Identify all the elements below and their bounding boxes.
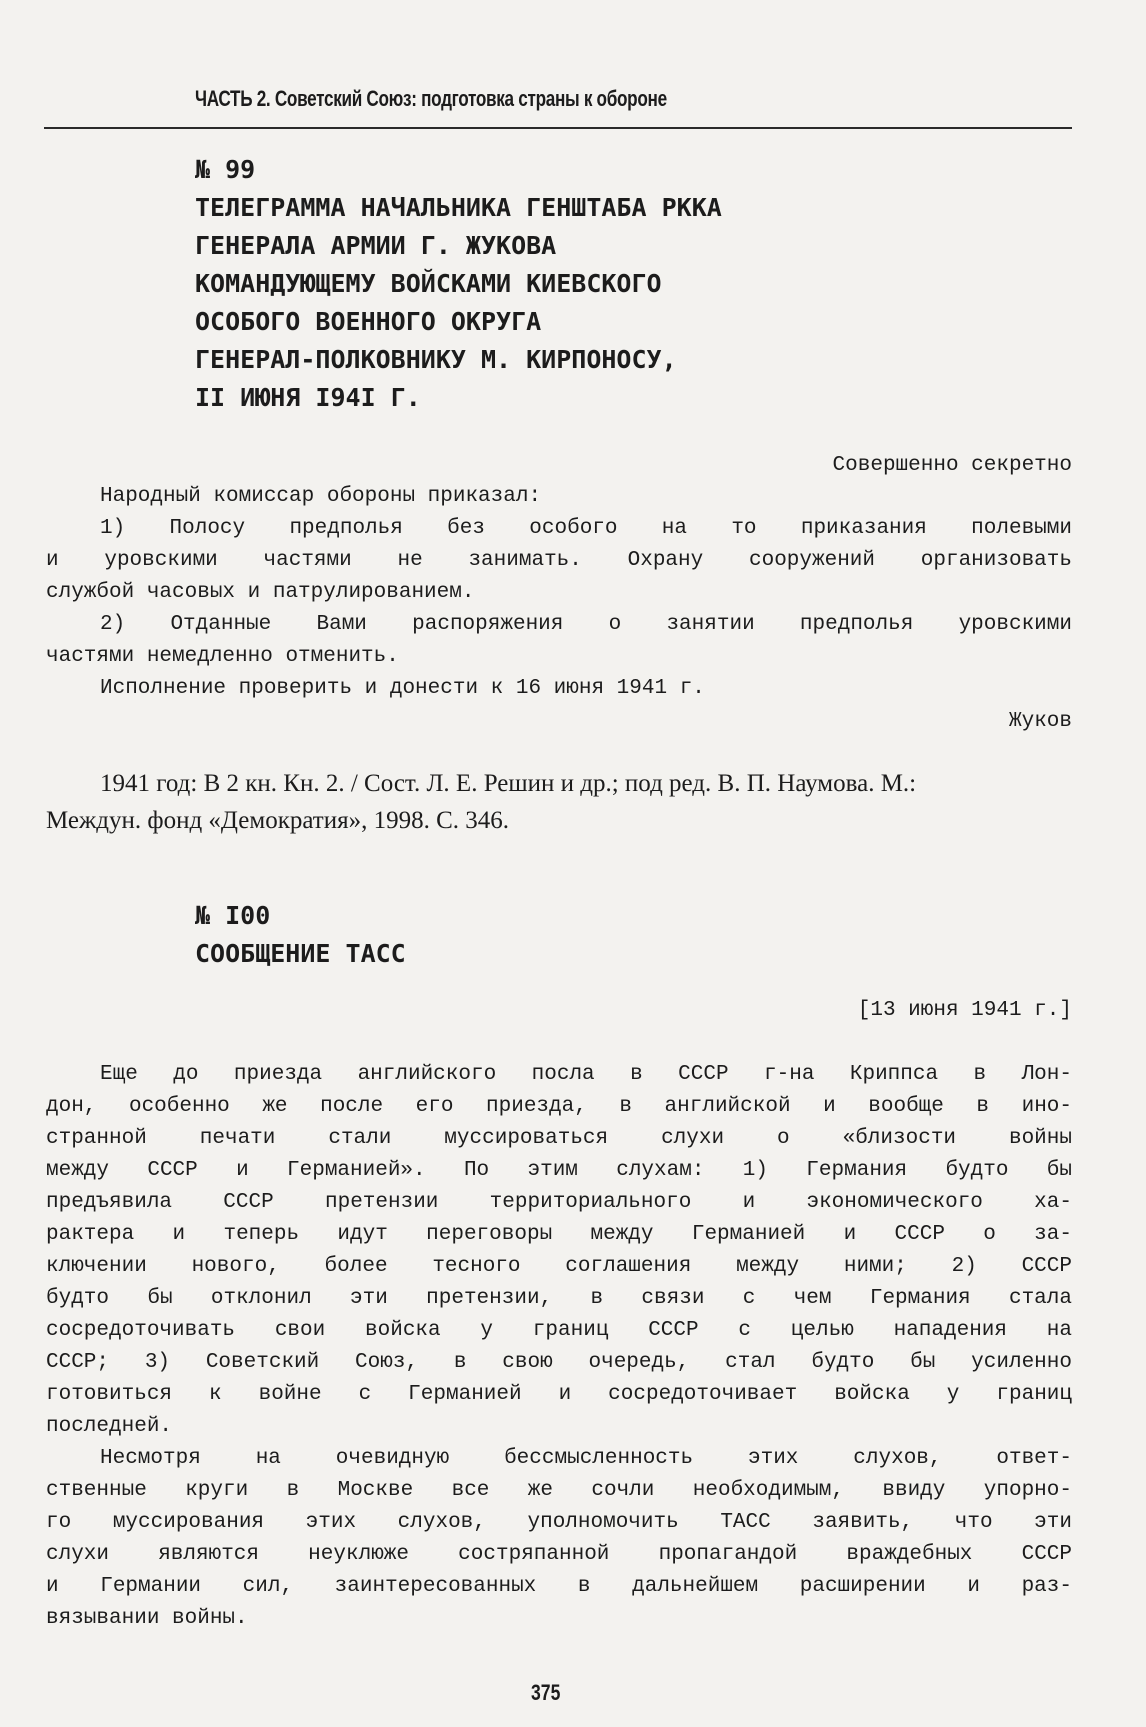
doc99-number: № 99 [195, 155, 256, 184]
doc100-para1-line: предъявила СССР претензии территориального и экономического ха- [46, 1191, 1072, 1214]
doc100-number: № I00 [195, 901, 271, 930]
doc99-title-line: ТЕЛЕГРАММА НАЧАЛЬНИКА ГЕНШТАБА РККА [195, 193, 722, 222]
doc99-title-line: ГЕНЕРАЛ-ПОЛКОВНИКУ М. КИРПОНОСУ, [195, 345, 677, 374]
doc100-para1-line: рактера и теперь идут переговоры между Германией и СССР о за- [46, 1223, 1072, 1246]
doc100-para2-line: слухи являются неуклюже состряпанной пропагандой враждебных СССР [46, 1543, 1072, 1566]
doc100-title: СООБЩЕНИЕ ТАСС [195, 939, 406, 968]
running-header: ЧАСТЬ 2. Советский Союз: подготовка страны к обороне [195, 86, 667, 111]
doc100-para2-line: го муссирования этих слухов, уполномочить ТАСС заявить, что эти [46, 1511, 1072, 1534]
doc99-source-line: Междун. фонд «Демократия», 1998. С. 346. [46, 807, 510, 834]
doc100-para1-line: Еще до приезда английского посла в СССР г-на Криппса в Лон- [100, 1063, 1072, 1086]
doc100-para2-line: вязывании войны. [46, 1607, 248, 1630]
doc100-para1-line: последней. [46, 1415, 173, 1438]
doc99-heading [195, 151, 722, 417]
doc100-para1-line: между СССР и Германией». По этим слухам: 1) Германия будто бы [46, 1159, 1072, 1182]
doc100-para1-line: сосредоточивать свои войска у границ СССР с целью нападения на [46, 1319, 1072, 1342]
page-number: 375 [531, 1680, 561, 1705]
doc100-para1-line: ключении нового, более тесного соглашения между ними; 2) СССР [46, 1255, 1072, 1278]
doc99-body-line: 2) Отданные Вами распоряжения о занятии предполья уровскими [100, 613, 1072, 636]
doc100-para1-line: дон, особенно же после его приезда, в английской и вообще в ино- [46, 1095, 1072, 1118]
doc99-body-line: и уровскими частями не занимать. Охрану сооружений организовать [46, 549, 1072, 572]
doc99-body-line: службой часовых и патрулированием. [46, 581, 475, 604]
header-rule [44, 127, 1072, 129]
doc100-para2-line: Несмотря на очевидную бессмысленность этих слухов, ответ- [100, 1447, 1072, 1470]
doc99-title-line: ОСОБОГО ВОЕННОГО ОКРУГА [195, 307, 542, 336]
doc99-title-line: II ИЮНЯ I94I Г. [195, 383, 421, 412]
doc100-para2-line: и Германии сил, заинтересованных в дальнейшем расширении и раз- [46, 1575, 1072, 1598]
doc99-title-line: ГЕНЕРАЛА АРМИИ Г. ЖУКОВА [195, 231, 557, 260]
doc99-source-line: 1941 год: В 2 кн. Кн. 2. / Сост. Л. Е. Решин и др.; под ред. В. П. Наумова. М.: [100, 770, 917, 797]
doc99-body-line: Народный комиссар обороны приказал: [100, 485, 542, 508]
doc100-para2-line: ственные круги в Москве все же сочли необходимым, ввиду упорно- [46, 1479, 1072, 1502]
doc99-signature: Жуков [1008, 710, 1072, 733]
doc100-para1-line: странной печати стали муссироваться слухи о «близости войны [46, 1127, 1072, 1150]
doc99-body-line: 1) Полосу предполья без особого на то приказания полевыми [100, 517, 1072, 540]
doc100-para1-line: готовиться к войне с Германией и сосредоточивает войска у границ [46, 1383, 1072, 1406]
doc99-title-line: КОМАНДУЮЩЕМУ ВОЙСКАМИ КИЕВСКОГО [195, 269, 662, 298]
doc99-body-line: Исполнение проверить и донести к 16 июня 1941 г. [100, 677, 705, 700]
doc100-para1-line: СССР; 3) Советский Союз, в свою очередь, стал будто бы усиленно [46, 1351, 1072, 1374]
doc100-heading [195, 897, 406, 973]
doc100-para1-line: будто бы отклонил эти претензии, в связи с чем Германия стала [46, 1287, 1072, 1310]
doc100-date: [13 июня 1941 г.] [857, 999, 1072, 1022]
doc99-body-line: частями немедленно отменить. [46, 645, 399, 668]
doc99-classification: Совершенно секретно [832, 454, 1072, 477]
